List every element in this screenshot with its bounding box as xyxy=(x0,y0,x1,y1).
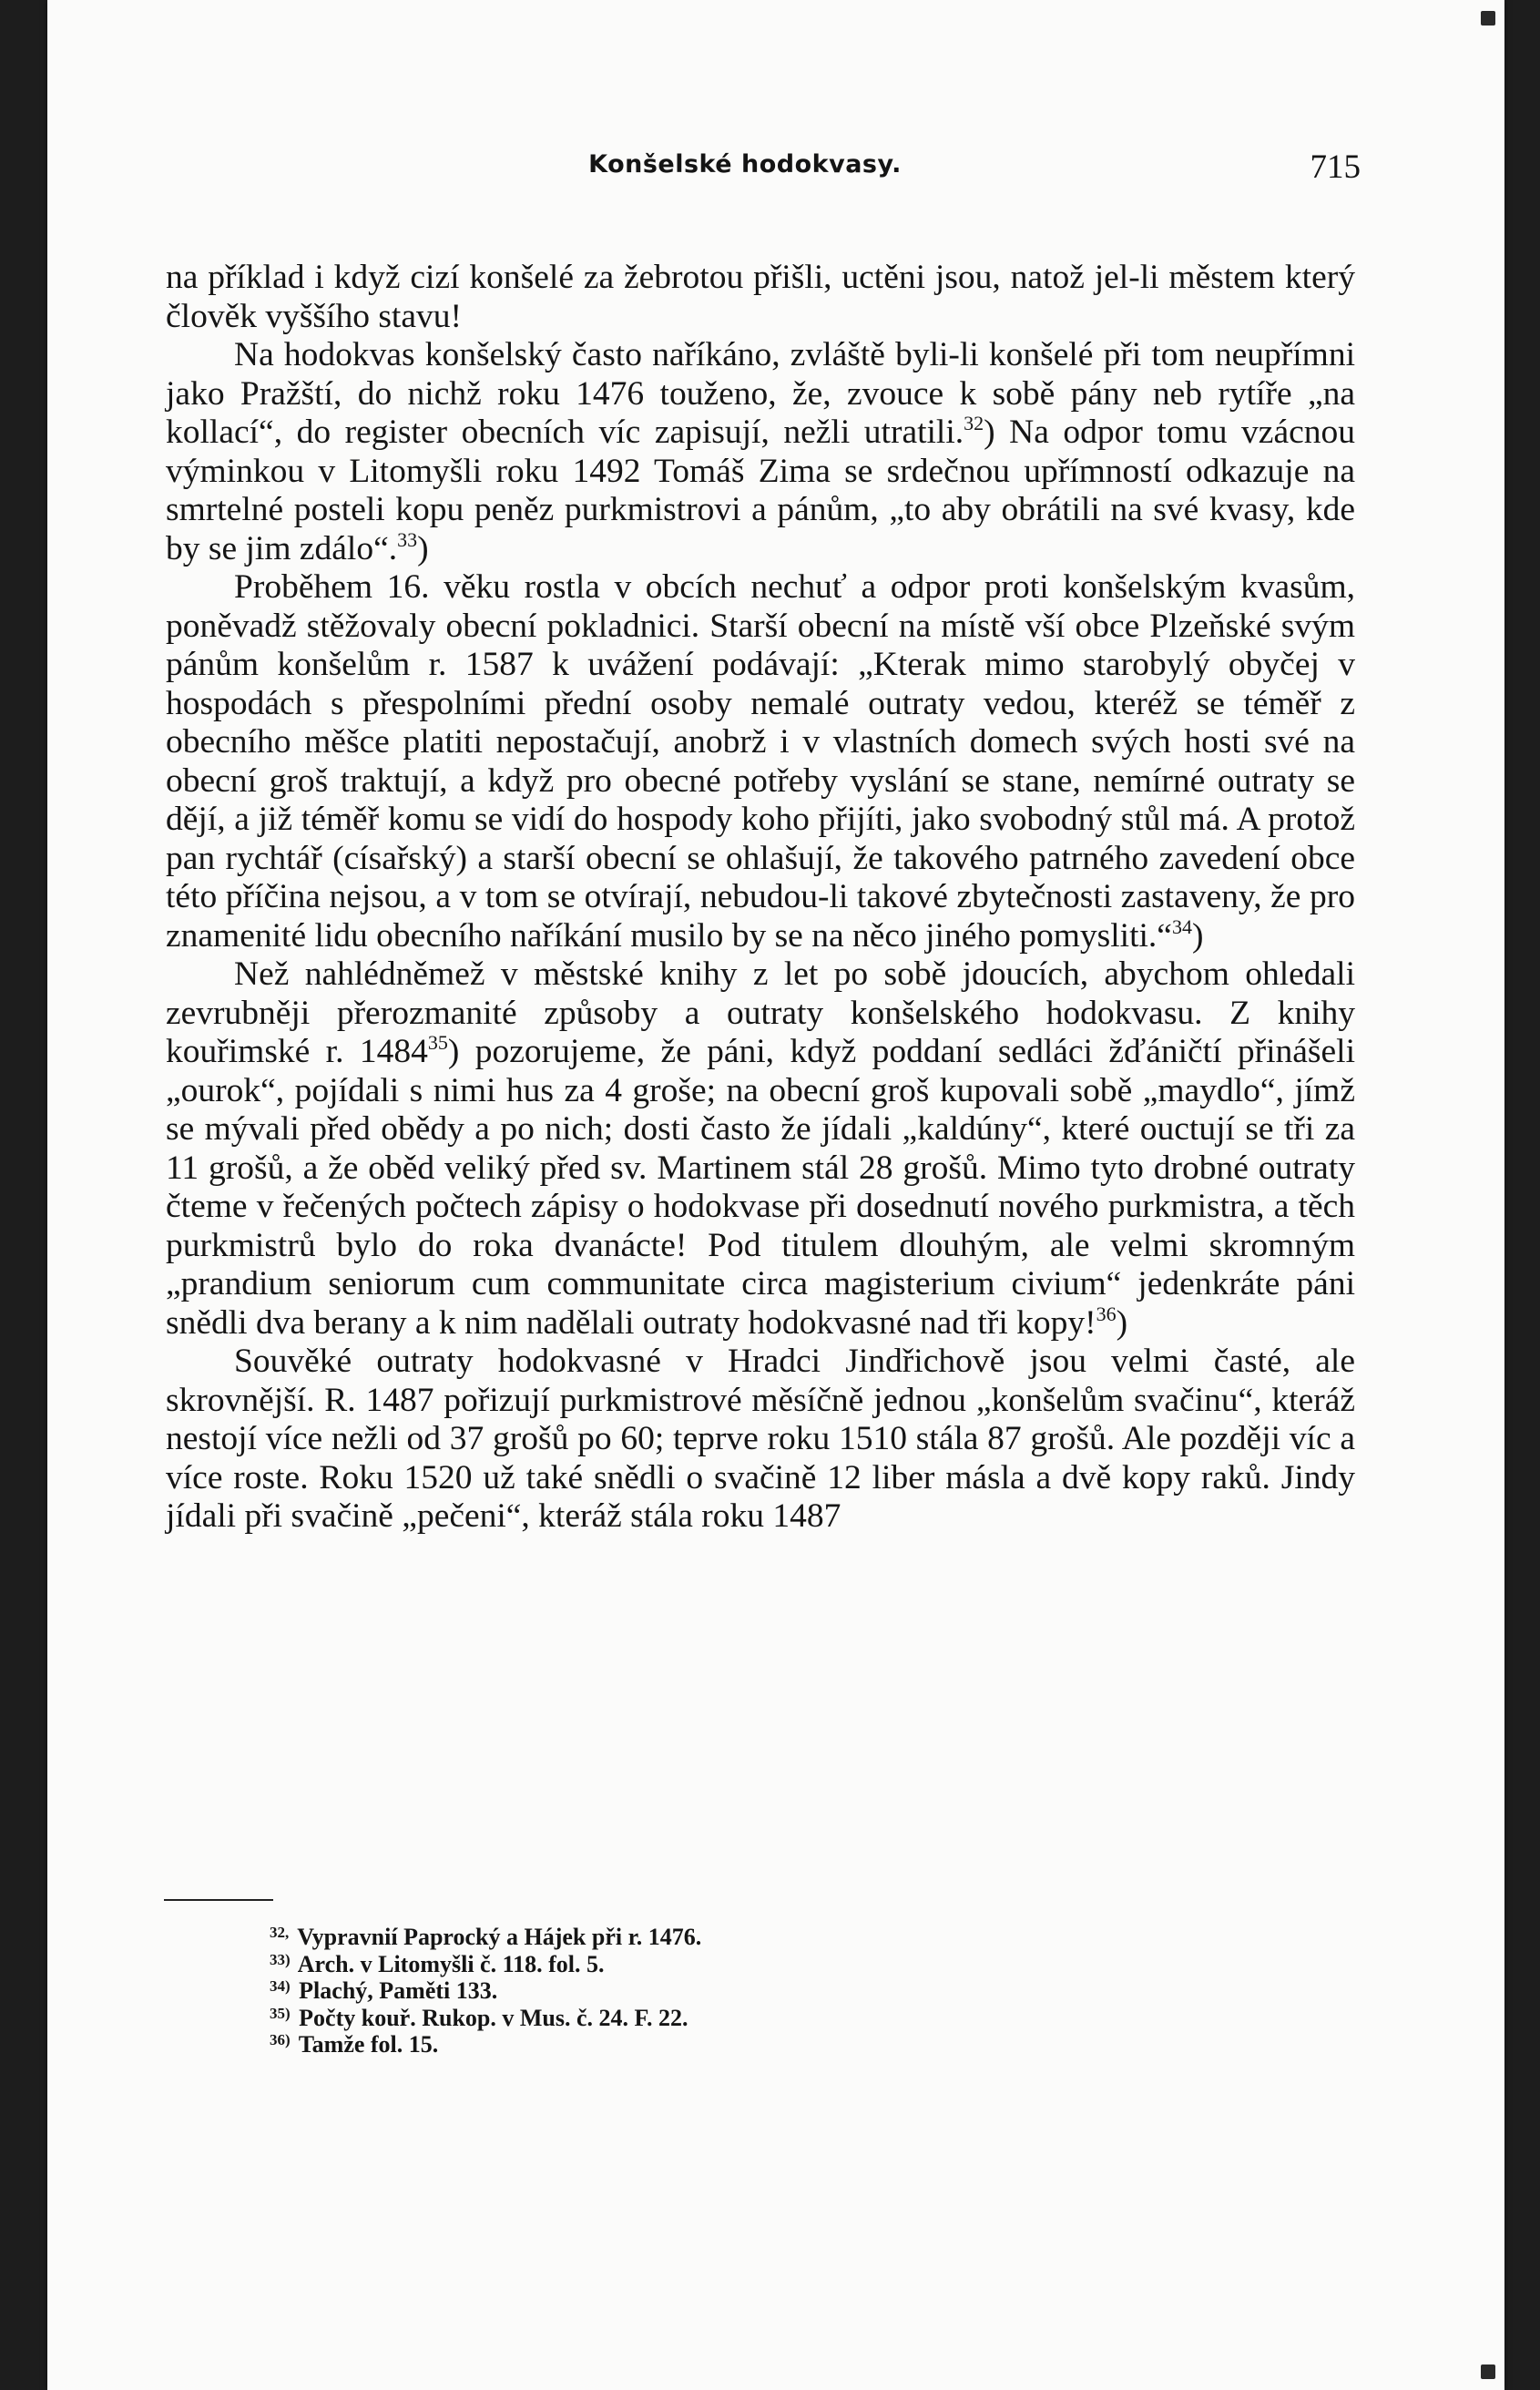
scan-corner-mark xyxy=(1481,2364,1495,2379)
scanned-page xyxy=(47,0,1504,2390)
footnote-mark: 34) xyxy=(270,1977,291,1995)
footnote-text: Tamže fol. 15. xyxy=(298,2031,439,2058)
footnote xyxy=(270,2005,1089,2032)
footnote-mark: 36) xyxy=(270,2031,291,2048)
paragraph-text: Na hodokvas konšelský často naříkáno, zvláště byli-li konšelé při tom neupřímni jako Pražští, do nichž roku 1476 touženo, že, zvouce k sobě pány neb rytíře „na kollací“, do register obecních víc zapisují, nežli utratili. xyxy=(166,336,1355,451)
footnote-reference: 35 xyxy=(427,1031,448,1054)
footnote-mark: 35) xyxy=(270,2004,291,2022)
paragraph-text: Než nahlédněmež v městské knihy z let po sobě jdoucích, abychom ohledali zevrubněji přerozmanité způsoby a outraty konšelského hodokvasu. Z knihy kouřimské r. 1484 xyxy=(166,955,1355,1070)
footnote-reference: 36 xyxy=(1096,1302,1117,1325)
scan-corner-mark xyxy=(1481,11,1495,26)
paragraph-text: Souvěké outraty hodokvasné v Hradci Jindřichově jsou velmi časté, ale skrovnější. R. 1487 pořizují purkmistrové měsíčně jednou „konšelům svačinu“, kteráž nestojí více nežli od 37 grošů po 60; teprve roku 1510 stála 87 grošů. Ale později víc a více roste. Roku 1520 už také snědli o svačině 12 liber másla a dvě kopy raků. Jindy jídali při svačině „pečeni“, kteráž stála roku 1487 xyxy=(166,1343,1355,1535)
footnote-text: Vypravnií Paprocký a Hájek při r. 1476. xyxy=(297,1924,702,1950)
body-text xyxy=(166,259,1355,1537)
footnote xyxy=(270,1951,1089,1978)
paragraph-text: Proběhem 16. věku rostla v obcích nechuť a odpor proti konšelským kvasům, poněvadž stěžovaly obecní pokladnici. Starší obecní na místě vší obce Plzeňské svým pánům konšelům r. 1587 k uvážení podávají: „Kterak mimo starobylý obyčej v hospodách s přespolními přední osoby nemalé outraty vedou, kteréž se téměř z obecního měšce platiti nepostačují, anobrž i v vlastních domech svých hosti své na obecní groš traktují, a když pro obecné potřeby vyslání se stane, nemírné outraty se dějí, a již téměř komu se vidí do hospody koho přijíti, jako svobodný stůl má. A protož pan rychtář (císařský) a starší obecní se ohlašují, že takového patrného zavedení obce této příčina nejsou, a v tom se otvírají, nebudou-li takové zbytečnosti zastaveny, že pro znamenité lidu obecního naříkání musilo by se na něco jiného pomysliti.“ xyxy=(166,568,1355,955)
footnote xyxy=(270,1977,1089,2005)
paragraph xyxy=(166,336,1355,568)
running-head xyxy=(129,150,1361,196)
paragraph-text: na příklad i když cizí konšelé za žebrotou přišli, uctěni jsou, natož jel-li městem který člověk vyššího stavu! xyxy=(166,259,1355,335)
footnote-reference: 34 xyxy=(1171,914,1192,938)
footnote-text: Arch. v Litomyšli č. 118. fol. 5. xyxy=(297,1950,605,1977)
running-title: Konšelské hodokvasy. xyxy=(588,150,902,179)
paragraph xyxy=(166,1343,1355,1537)
footnote-reference: 33 xyxy=(397,527,418,551)
footnote xyxy=(270,2031,1089,2058)
paragraph xyxy=(166,955,1355,1343)
footnote-mark: 32, xyxy=(270,1924,290,1941)
paragraph-text: ) pozorujeme, že páni, když poddaní sedláci žďáničtí přinášeli „ourok“, pojídali s nimi hus za 4 groše; na obecní groš kupovali sobě „maydlo“, jímž se mývali před obědy a po nich; dosti často že jídali „kaldúny“, které ouctují se tři za 11 grošů, a že oběd veliký před sv. Martinem stál 28 grošů. Mimo tyto drobné outraty čteme v řečených počtech zápisy o hodokvase při dosednutí nového purkmistra, a těch purkmistrů bylo do roka dvanácte! Pod titulem dlouhým, ale velmi skromným „prandium seniorum cum communitate circa magisterium civium“ jedenkráte páni snědli dva berany a k nim nadělali outraty hodokvasné nad tři kopy! xyxy=(166,1033,1355,1342)
footnote-text: Plachý, Paměti 133. xyxy=(299,1977,498,2004)
footnote-mark: 33) xyxy=(270,1950,291,1968)
footnote-divider xyxy=(164,1899,273,1901)
paragraph-text: ) xyxy=(417,529,429,567)
paragraph-text: ) xyxy=(1191,916,1204,955)
paragraph xyxy=(166,259,1355,336)
paragraph-text: ) Na odpor tomu vzácnou výminkou v Litomyšli roku 1492 Tomáš Zima se srdečnou upřímností odkazuje na smrtelné posteli kopu peněz purkmistrovi a pánům, „to aby obrátili na své kvasy, kde by se jim zdálo“. xyxy=(166,414,1355,567)
page-number: 715 xyxy=(1310,148,1361,186)
footnote-text: Počty kouř. Rukop. v Mus. č. 24. F. 22. xyxy=(299,2004,688,2031)
footnote-reference: 32 xyxy=(964,412,984,434)
paragraph-text: ) xyxy=(1116,1303,1128,1342)
footnote xyxy=(270,1924,1089,1951)
footnotes xyxy=(270,1924,1089,2058)
paragraph xyxy=(166,568,1355,955)
